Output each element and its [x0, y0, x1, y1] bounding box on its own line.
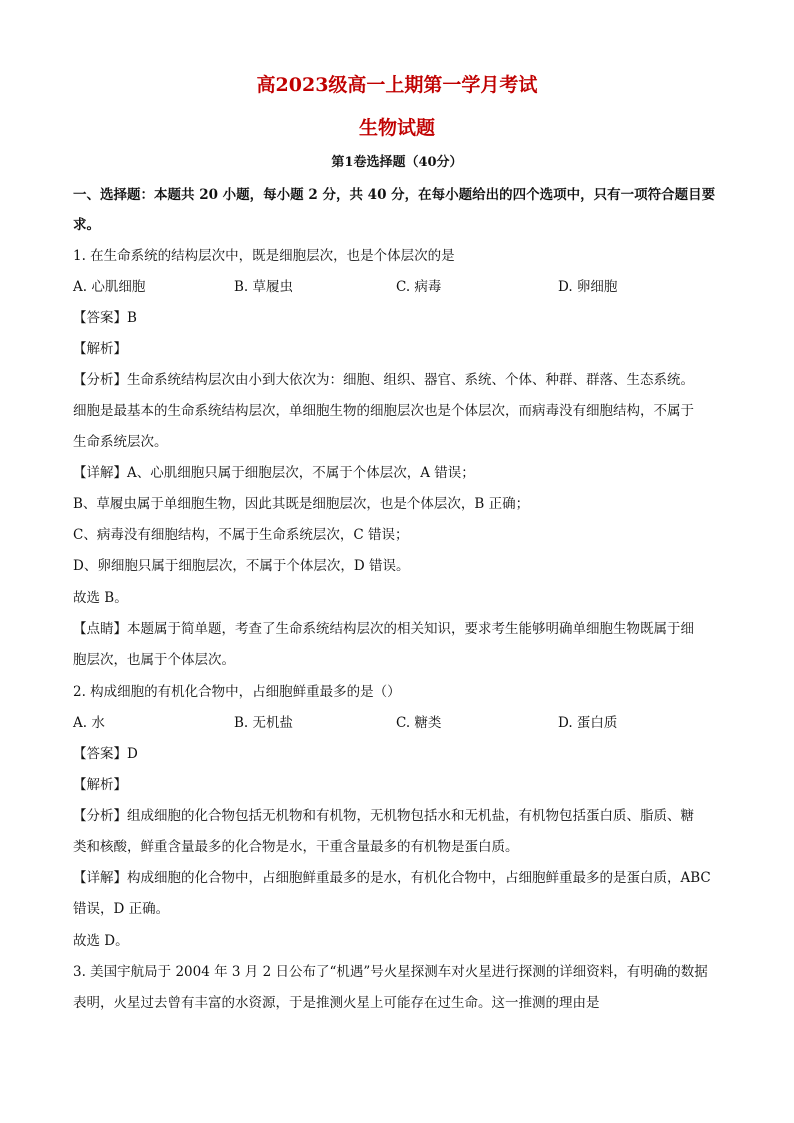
question-1-analysis-line: 【详解】A、心肌细胞只属于细胞层次，不属于个体层次，A 错误；: [73, 465, 475, 481]
question-3-stem-line: 3. 美国宇航局于 2004 年 3 月 2 日公布了“机遇”号火星探测车对火星进行探测的详细资料，有明确的数据: [73, 964, 708, 980]
question-1-answer: 【答案】B: [73, 310, 137, 326]
question-1-stem: 1. 在生命系统的结构层次中，既是细胞层次，也是个体层次的是: [73, 248, 455, 264]
question-2-stem: 2. 构成细胞的有机化合物中，占细胞鲜重最多的是（）: [73, 684, 401, 700]
question-1-analysis-heading: 【解析】: [73, 341, 127, 357]
question-1-analysis-line: 【点睛】本题属于简单题，考查了生命系统结构层次的相关知识，要求考生能够明确单细胞生物既属于细: [73, 621, 694, 637]
question-2-option-a: A. 水: [73, 715, 105, 731]
instructions-line-2: 求。: [73, 217, 100, 233]
question-2-answer: 【答案】D: [73, 746, 138, 762]
question-2-analysis-heading: 【解析】: [73, 777, 127, 793]
instructions-line-1: 一、选择题：本题共 20 小题，每小题 2 分，共 40 分，在每小题给出的四个选项中，只有一项符合题目要: [73, 187, 716, 203]
section-title: 第1卷选择题（40分）: [331, 155, 463, 170]
question-2-option-c: C. 糖类: [396, 715, 442, 731]
question-2-option-b: B. 无机盐: [234, 715, 294, 731]
question-2-analysis-line: 【分析】组成细胞的化合物包括无机物和有机物，无机物包括水和无机盐，有机物包括蛋白质、脂质、糖: [73, 808, 694, 824]
exam-title: 高2023级高一上期第一学月考试: [256, 74, 538, 96]
question-1-analysis-line: 生命系统层次。: [73, 434, 168, 450]
question-1-analysis-line: B、草履虫属于单细胞生物，因此其既是细胞层次，也是个体层次，B 正确；: [73, 496, 530, 512]
question-1-option-d: D. 卵细胞: [558, 279, 618, 295]
question-3-stem-line: 表明，火星过去曾有丰富的水资源，于是推测火星上可能存在过生命。这一推测的理由是: [73, 995, 600, 1011]
question-1-analysis-line: 故选 B。: [73, 590, 128, 606]
question-1-option-c: C. 病毒: [396, 279, 442, 295]
question-2-analysis-line: 类和核酸，鲜重含量最多的化合物是水，干重含量最多的有机物是蛋白质。: [73, 839, 519, 855]
question-1-analysis-line: C、病毒没有细胞结构，不属于生命系统层次，C 错误；: [73, 527, 409, 543]
question-2-option-d: D. 蛋白质: [558, 715, 618, 731]
subject-title: 生物试题: [358, 117, 435, 139]
question-1-option-a: A. 心肌细胞: [73, 279, 146, 295]
question-1-analysis-line: D、卵细胞只属于细胞层次，不属于个体层次，D 错误。: [73, 558, 410, 574]
question-2-analysis-line: 错误，D 正确。: [73, 901, 170, 917]
question-2-analysis-line: 【详解】构成细胞的化合物中，占细胞鲜重最多的是水，有机化合物中，占细胞鲜重最多的是蛋白质，ABC: [73, 870, 711, 886]
question-1-option-b: B. 草履虫: [234, 279, 294, 295]
question-1-analysis-line: 细胞是最基本的生命系统结构层次，单细胞生物的细胞层次也是个体层次，而病毒没有细胞结构，不属于: [73, 403, 694, 419]
question-1-analysis-line: 胞层次，也属于个体层次。: [73, 652, 235, 668]
question-1-analysis-line: 【分析】生命系统结构层次由小到大依次为：细胞、组织、器官、系统、个体、种群、群落、生态系统。: [73, 372, 694, 388]
question-2-analysis-line: 故选 D。: [73, 933, 129, 949]
